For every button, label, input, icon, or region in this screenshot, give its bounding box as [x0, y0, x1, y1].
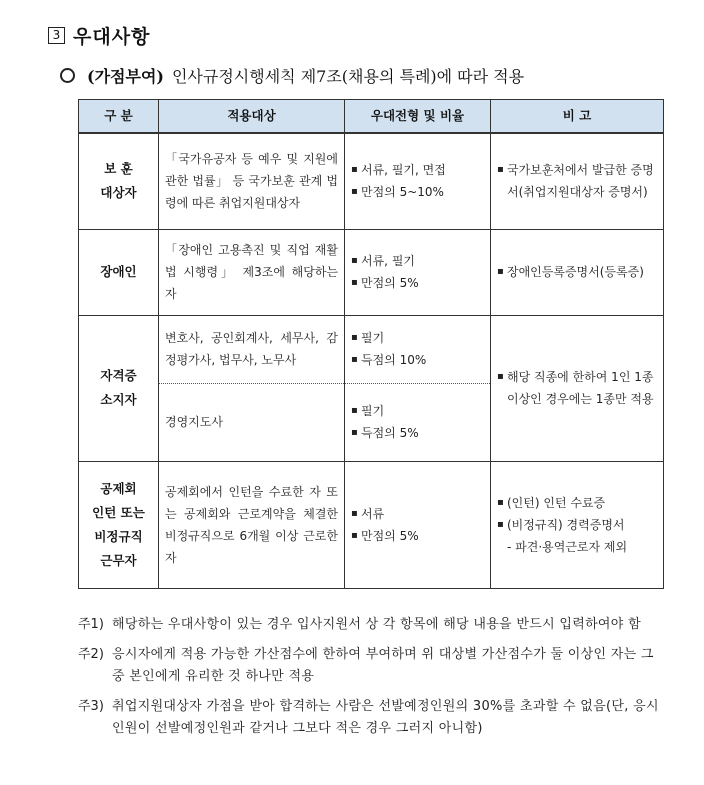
footnotes [78, 614, 668, 748]
type-cell [345, 315, 491, 383]
header-category: 구 분 [79, 100, 159, 134]
category-line: 대상자 [100, 185, 137, 201]
footnote-text: 취업지원대상자 가점을 받아 합격하는 사람은 선발예정인원의 30%를 초과할 수 없음(단, 응시인원이 선발예정인원과 같거나 그보다 적은 경우 그러지 아니함) [112, 699, 659, 736]
header-target: 적용대상 [159, 100, 345, 134]
subheading-text: 인사규정시행세칙 제7조(채용의 특례)에 따라 적용 [171, 67, 525, 86]
category-cell [79, 315, 159, 461]
type-cell [345, 229, 491, 315]
type-item: ▪ 득점의 5% [351, 422, 484, 444]
note-cell [491, 229, 664, 315]
note-item: ▪ 국가보훈처에서 발급한 증명서(취업지원대상자 증명서) [497, 159, 657, 203]
note-item: ▪ 장애인등록증명서(등록증) [497, 261, 657, 283]
footnote-label: 주2) [78, 647, 104, 662]
type-item: ▪ 만점의 5~10% [351, 181, 484, 203]
target-cell: 「장애인 고용촉진 및 직업 재활법 시행령」 제3조에 해당하는 자 [159, 229, 345, 315]
target-cell: 공제회에서 인턴을 수료한 자 또는 공제회와 근로계약을 체결한 비정규직으로 6개월 이상 근로한 자 [159, 461, 345, 588]
footnote-text: 해당하는 우대사항이 있는 경우 입사지원서 상 각 항목에 해당 내용을 반드시 입력하여야 함 [112, 617, 641, 632]
note-item: ▪ (인턴) 인턴 수료증 [497, 492, 657, 514]
table-row [79, 461, 664, 588]
type-item: ▪ 서류, 필기, 면접 [351, 159, 484, 181]
note-cell [491, 315, 664, 461]
category-line: 자격증 [100, 368, 137, 383]
target-cell: 변호사, 공인회계사, 세무사, 감정평가사, 법무사, 노무사 [159, 315, 345, 383]
type-cell [345, 383, 491, 461]
category-line: 인턴 또는 [92, 504, 145, 520]
table-row [79, 315, 664, 383]
header-remarks: 비 고 [491, 100, 664, 134]
type-item: ▪ 서류 [351, 503, 484, 525]
category-cell [79, 461, 159, 588]
subheading-key: (가점부여) [87, 67, 164, 86]
footnote [78, 644, 668, 688]
table-row [79, 133, 664, 229]
category-line: 보 훈 [104, 161, 133, 177]
note-item: ▪ (비정규직) 경력증명서 [497, 514, 657, 536]
target-cell: 경영지도사 [159, 383, 345, 461]
category-cell [79, 229, 159, 315]
type-item: ▪ 만점의 5% [351, 525, 484, 547]
type-cell [345, 461, 491, 588]
target-cell: 「국가유공자 등 예우 및 지원에 관한 법률」 등 국가보훈 관계 법령에 따른 취업지원대상자 [159, 133, 345, 229]
category-cell [79, 133, 159, 229]
footnote-label: 주1) [78, 617, 104, 632]
header-type-ratio: 우대전형 및 비율 [345, 100, 491, 134]
footnote [78, 696, 668, 740]
type-item: ▪ 득점의 10% [351, 349, 484, 371]
section-heading [48, 22, 150, 49]
type-item: ▪ 필기 [351, 327, 484, 349]
table-header-row [79, 100, 664, 134]
type-item: ▪ 서류, 필기 [351, 250, 484, 272]
benefits-table [78, 99, 664, 589]
section-title: 우대사항 [73, 26, 151, 48]
category-line: 근무자 [100, 552, 137, 568]
footnote-label: 주3) [78, 699, 104, 714]
note-item: ▪ 해당 직종에 한하여 1인 1종 이상인 경우에는 1종만 적용 [497, 366, 657, 410]
note-sub-item: - 파견·용역근로자 제외 [507, 539, 628, 554]
subheading [60, 64, 524, 87]
note-cell [491, 461, 664, 588]
footnote [78, 614, 668, 636]
note-cell [491, 133, 664, 229]
type-item: ▪ 만점의 5% [351, 272, 484, 294]
section-number: 3 [48, 27, 65, 44]
category-line: 소지자 [100, 392, 137, 407]
type-item: ▪ 필기 [351, 400, 484, 422]
category-line: 비정규직 [94, 528, 143, 544]
category-line: 공제회 [100, 480, 137, 496]
table-row [79, 229, 664, 315]
category-line: 장애인 [100, 264, 137, 279]
footnote-text: 응시자에게 적용 가능한 가산점수에 한하여 부여하며 위 대상별 가산점수가 둘 이상인 자는 그 중 본인에게 유리한 것 하나만 적용 [112, 647, 654, 684]
type-cell [345, 133, 491, 229]
hollow-circle-icon [60, 68, 75, 83]
